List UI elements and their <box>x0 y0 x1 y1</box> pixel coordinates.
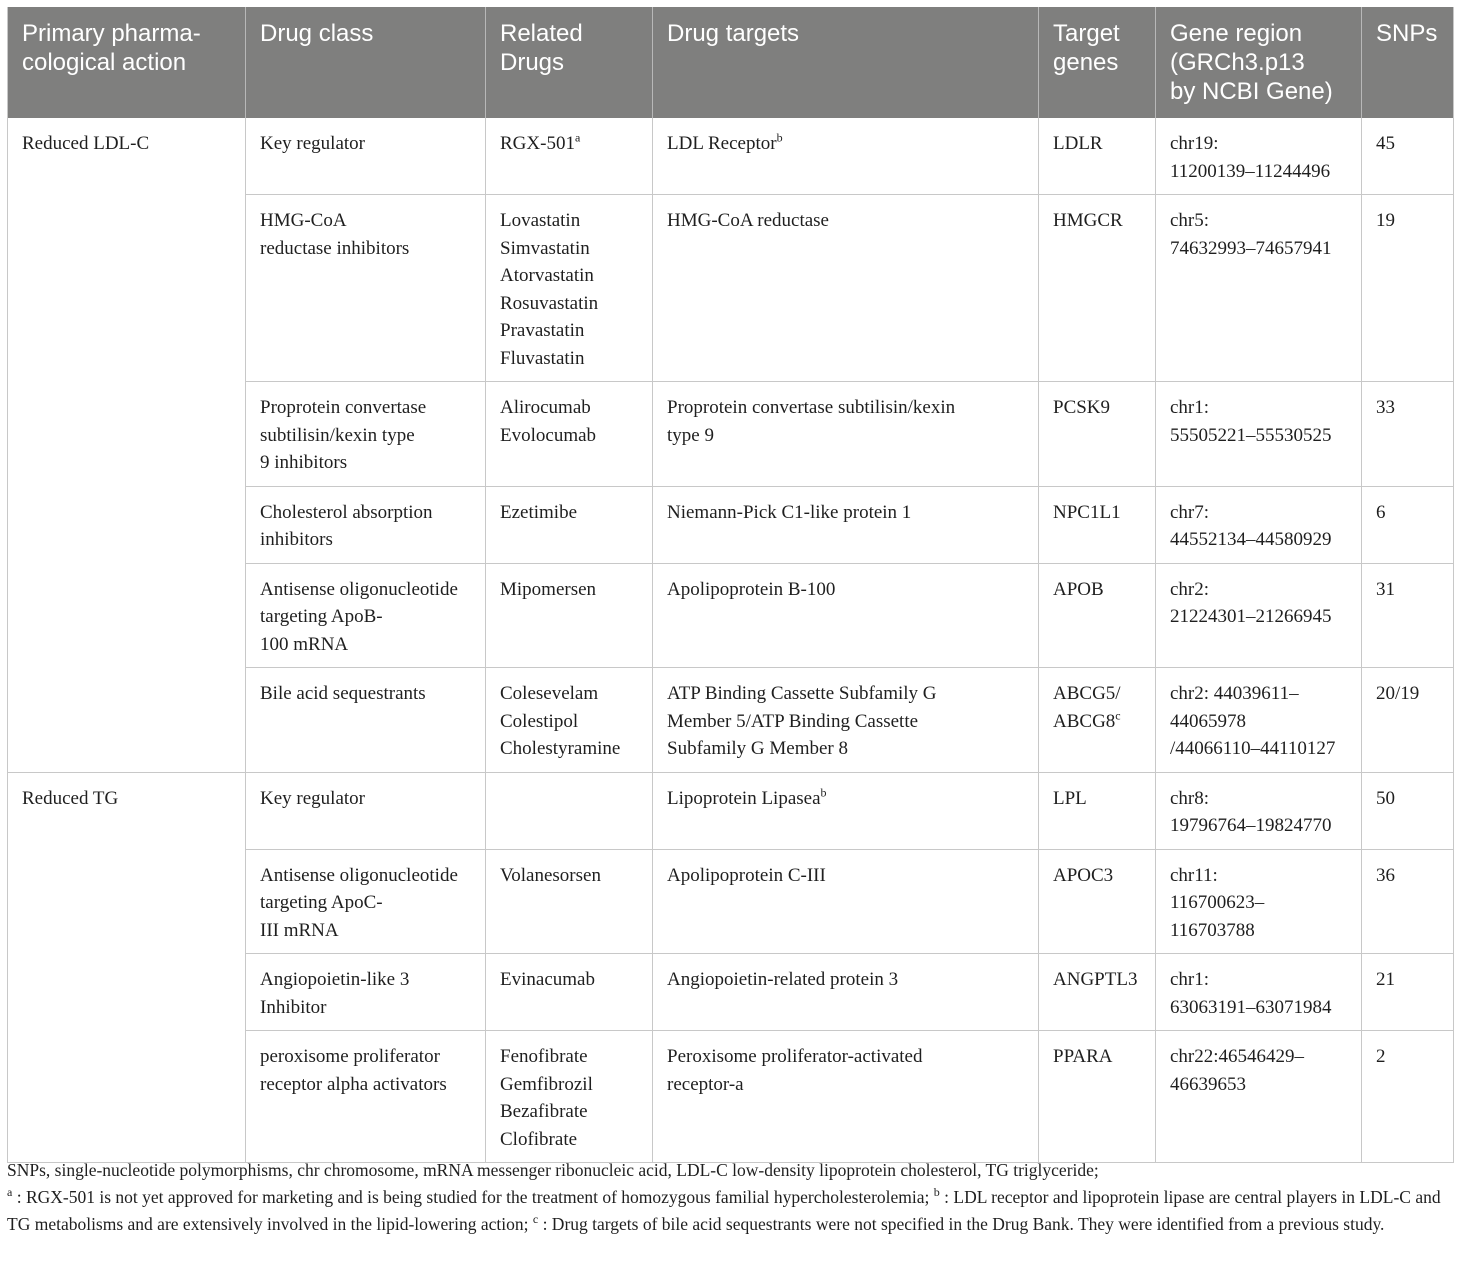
cell-drug-class-line: HMG-CoA <box>260 210 347 231</box>
cell-drug-targets-footnote-mark: b <box>820 785 827 800</box>
table-container <box>7 7 1453 1163</box>
cell-snps: 33 <box>1362 382 1454 487</box>
cell-drug-targets-line: receptor-a <box>667 1073 744 1095</box>
cell-target-genes-line: LDLR <box>1053 133 1103 154</box>
cell-gene-region-line: chr7: <box>1170 501 1210 523</box>
cell-target-genes <box>1039 382 1156 487</box>
cell-drug-class-line: reductase inhibitors <box>260 237 410 259</box>
cell-related-drugs-line: RGX-501 <box>500 133 575 154</box>
cell-target-genes <box>1039 772 1156 849</box>
cell-gene-region-line: 44552134–44580929 <box>1170 529 1332 550</box>
cell-drug-class <box>246 486 486 563</box>
cell-drug-class <box>246 849 486 954</box>
cell-drug-targets <box>653 563 1039 668</box>
cell-related-drugs-line: Clofibrate <box>500 1128 578 1150</box>
cell-drug-targets-line: Apolipoprotein B-100 <box>667 578 836 600</box>
cell-gene-region-line: 55505221–55530525 <box>1170 424 1332 446</box>
cell-drug-targets-line: Apolipoprotein C-III <box>667 864 826 886</box>
cell-related-drugs-line: Colesevelam <box>500 683 599 704</box>
cell-target-genes-line: NPC1L1 <box>1053 501 1121 523</box>
cell-drug-class <box>246 954 486 1031</box>
cell-drug-class <box>246 563 486 668</box>
cell-gene-region-line: /44066110–44110127 <box>1170 738 1336 759</box>
cell-related-drugs-line: Atorvastatin <box>500 265 594 286</box>
cell-target-genes <box>1039 118 1156 195</box>
cell-target-genes-line: HMGCR <box>1053 210 1123 231</box>
cell-drug-targets-line: Member 5/ATP Binding Cassette <box>667 710 919 732</box>
header-drug-targets: Drug targets <box>653 7 1039 118</box>
cell-target-genes-line: APOC3 <box>1053 864 1114 886</box>
cell-drug-targets-footnote-mark: b <box>776 130 783 145</box>
cell-target-genes <box>1039 668 1156 773</box>
cell-drug-targets <box>653 849 1039 954</box>
cell-target-genes-line: ABCG5/ <box>1053 683 1121 704</box>
cell-related-drugs <box>486 382 653 487</box>
cell-gene-region-line: chr8: <box>1170 787 1210 809</box>
cell-drug-class-line: inhibitors <box>260 529 333 550</box>
cell-target-genes-line: ABCG8 <box>1053 710 1116 732</box>
cell-target-genes <box>1039 1031 1156 1163</box>
header-snps: SNPs <box>1362 7 1454 118</box>
cell-drug-targets-line: LDL Receptor <box>667 133 777 154</box>
cell-snps: 45 <box>1362 118 1454 195</box>
cell-gene-region <box>1156 772 1362 849</box>
cell-related-drugs-line: Rosuvastatin <box>500 292 599 314</box>
cell-related-drugs-line: Fenofibrate <box>500 1046 588 1067</box>
cell-related-drugs-line: Cholestyramine <box>500 738 621 759</box>
cell-drug-class-line: targeting ApoB- <box>260 606 383 627</box>
cell-related-drugs <box>486 849 653 954</box>
header-primary-action: Primary pharma- cological action <box>8 7 246 118</box>
cell-snps: 21 <box>1362 954 1454 1031</box>
cell-drug-class <box>246 668 486 773</box>
cell-target-genes <box>1039 563 1156 668</box>
drug-target-table <box>7 7 1454 1163</box>
cell-drug-class-line: Antisense oligonucleotide <box>260 864 458 886</box>
cell-drug-class-line: peroxisome proliferator <box>260 1046 440 1067</box>
cell-related-drugs-line: Lovastatin <box>500 210 581 231</box>
cell-gene-region <box>1156 382 1362 487</box>
cell-drug-class <box>246 195 486 382</box>
cell-related-drugs <box>486 772 653 849</box>
cell-drug-class-line: targeting ApoC- <box>260 892 383 913</box>
cell-related-drugs-line: Evolocumab <box>500 424 597 446</box>
cell-related-drugs <box>486 1031 653 1163</box>
cell-target-genes-line <box>1053 708 1145 736</box>
cell-snps: 6 <box>1362 486 1454 563</box>
cell-related-drugs-line: Simvastatin <box>500 237 590 259</box>
cell-target-genes-line: APOB <box>1053 578 1104 600</box>
cell-drug-class-line: Proprotein convertase <box>260 397 427 418</box>
cell-gene-region <box>1156 1031 1362 1163</box>
cell-related-drugs-footnote-mark: a <box>574 130 581 145</box>
cell-related-drugs-line: Evinacumab <box>500 969 595 990</box>
cell-drug-class <box>246 382 486 487</box>
cell-gene-region-line: 74632993–74657941 <box>1170 237 1332 259</box>
cell-related-drugs-line: Mipomersen <box>500 578 597 600</box>
footnote-abbreviations: SNPs, single-nucleotide polymorphisms, chr chromosome, mRNA messenger ribonucleic acid, LDL-C low-density lipoprotein cholesterol, TG triglyceride; <box>7 1160 1099 1180</box>
cell-target-genes <box>1039 195 1156 382</box>
header-target-genes: Target genes <box>1039 7 1156 118</box>
cell-related-drugs <box>486 954 653 1031</box>
cell-drug-targets-line <box>667 785 1028 813</box>
cell-related-drugs-line: Pravastatin <box>500 320 585 341</box>
cell-primary-action: Reduced TG <box>8 772 246 1163</box>
cell-gene-region-line: 11200139–11244496 <box>1170 160 1331 182</box>
cell-drug-targets-line: Angiopoietin-related protein 3 <box>667 969 899 990</box>
cell-drug-class <box>246 118 486 195</box>
header-related-drugs: Related Drugs <box>486 7 653 118</box>
cell-drug-targets <box>653 954 1039 1031</box>
cell-related-drugs-line: Fluvastatin <box>500 347 585 369</box>
cell-gene-region <box>1156 563 1362 668</box>
cell-gene-region-line: 116700623– <box>1170 892 1265 913</box>
table-row <box>8 772 1454 849</box>
cell-target-genes <box>1039 849 1156 954</box>
cell-related-drugs-line: Alirocumab <box>500 397 591 418</box>
cell-drug-class-line: III mRNA <box>260 919 339 941</box>
table-header <box>8 7 1454 118</box>
cell-drug-targets-line: Lipoprotein Lipasea <box>667 787 821 809</box>
cell-target-genes <box>1039 954 1156 1031</box>
cell-primary-action: Reduced LDL-C <box>8 118 246 772</box>
cell-drug-class <box>246 1031 486 1163</box>
cell-target-genes-footnote-mark: c <box>1115 708 1121 723</box>
cell-drug-targets-line: type 9 <box>667 424 714 446</box>
cell-target-genes-line: PPARA <box>1053 1046 1113 1067</box>
cell-drug-class-line: Cholesterol absorption <box>260 501 433 523</box>
cell-snps: 2 <box>1362 1031 1454 1163</box>
cell-drug-class-line: Key regulator <box>260 133 365 154</box>
cell-related-drugs <box>486 118 653 195</box>
cell-gene-region-line: 21224301–21266945 <box>1170 606 1332 627</box>
cell-drug-targets <box>653 195 1039 382</box>
cell-gene-region <box>1156 849 1362 954</box>
cell-drug-targets <box>653 772 1039 849</box>
cell-gene-region-line: 46639653 <box>1170 1073 1246 1095</box>
cell-related-drugs-line: Volanesorsen <box>500 864 601 886</box>
cell-drug-class-line: Inhibitor <box>260 996 327 1018</box>
cell-target-genes-line: LPL <box>1053 787 1087 809</box>
cell-gene-region <box>1156 668 1362 773</box>
cell-gene-region-line: chr1: <box>1170 397 1210 418</box>
cell-drug-targets <box>653 486 1039 563</box>
cell-gene-region-line: chr5: <box>1170 210 1210 231</box>
cell-gene-region-line: chr2: <box>1170 578 1210 600</box>
cell-snps: 36 <box>1362 849 1454 954</box>
cell-drug-targets-line: Niemann-Pick C1-like protein 1 <box>667 501 912 523</box>
cell-snps: 50 <box>1362 772 1454 849</box>
cell-related-drugs-line: Colestipol <box>500 710 579 732</box>
cell-gene-region <box>1156 954 1362 1031</box>
cell-drug-targets-line: Subfamily G Member 8 <box>667 738 849 759</box>
cell-snps: 19 <box>1362 195 1454 382</box>
cell-related-drugs <box>486 563 653 668</box>
cell-drug-class-line: 100 mRNA <box>260 633 349 655</box>
cell-gene-region-line: 63063191–63071984 <box>1170 996 1332 1018</box>
cell-drug-class-line: Bile acid sequestrants <box>260 683 426 704</box>
cell-drug-targets-line: ATP Binding Cassette Subfamily G <box>667 683 937 704</box>
cell-drug-class-line: subtilisin/kexin type <box>260 424 415 446</box>
cell-drug-targets <box>653 1031 1039 1163</box>
footnote-markers: $^a$ : RGX-501 is not yet approved for marketing and is being studied for the treatment of homozygous familial hypercholesterolemia; $^b$ : LDL receptor and lipoprotein lipase are central players in LDL-C and TG metabolisms and are extensively involved in the lipid-lowering action; $^c$ : Drug targets of bile acid sequestrants were not specified in the Drug Bank. They were identified from a previous study. <box>7 1185 1441 1234</box>
cell-related-drugs-line: Bezafibrate <box>500 1101 588 1122</box>
cell-snps: 31 <box>1362 563 1454 668</box>
cell-target-genes-line: PCSK9 <box>1053 397 1111 418</box>
cell-related-drugs <box>486 195 653 382</box>
cell-drug-class-line: 9 inhibitors <box>260 452 348 473</box>
cell-gene-region-line: chr11: <box>1170 864 1218 886</box>
cell-drug-targets-line: Proprotein convertase subtilisin/kexin <box>667 397 956 418</box>
cell-gene-region-line: 19796764–19824770 <box>1170 815 1332 836</box>
cell-gene-region <box>1156 486 1362 563</box>
cell-snps: 20/19 <box>1362 668 1454 773</box>
cell-gene-region-line: chr22:46546429– <box>1170 1046 1305 1067</box>
cell-related-drugs <box>486 486 653 563</box>
cell-drug-class-line: Angiopoietin-like 3 <box>260 969 410 990</box>
header-drug-class: Drug class <box>246 7 486 118</box>
cell-gene-region-line: 44065978 <box>1170 710 1246 732</box>
cell-related-drugs-line: Gemfibrozil <box>500 1073 593 1095</box>
cell-drug-targets-line <box>667 130 1028 158</box>
table-body <box>8 118 1454 1163</box>
cell-drug-targets <box>653 118 1039 195</box>
cell-drug-targets <box>653 382 1039 487</box>
table-row <box>8 118 1454 195</box>
cell-drug-class-line: Antisense oligonucleotide <box>260 578 458 600</box>
cell-related-drugs <box>486 668 653 773</box>
cell-gene-region-line: chr2: 44039611– <box>1170 683 1299 704</box>
cell-drug-targets <box>653 668 1039 773</box>
cell-drug-class-line: receptor alpha activators <box>260 1073 447 1095</box>
cell-related-drugs-line: Ezetimibe <box>500 501 578 523</box>
cell-drug-class <box>246 772 486 849</box>
header-gene-region: Gene region (GRCh3.p13 by NCBI Gene) <box>1156 7 1362 118</box>
table-footnotes <box>7 1157 1457 1238</box>
cell-related-drugs-line <box>500 130 642 158</box>
cell-drug-targets-line: Peroxisome proliferator-activated <box>667 1046 923 1067</box>
cell-gene-region-line: chr1: <box>1170 969 1210 990</box>
cell-target-genes <box>1039 486 1156 563</box>
cell-gene-region <box>1156 195 1362 382</box>
cell-drug-class-line: Key regulator <box>260 787 365 809</box>
cell-gene-region <box>1156 118 1362 195</box>
cell-target-genes-line: ANGPTL3 <box>1053 969 1138 990</box>
cell-gene-region-line: 116703788 <box>1170 919 1255 941</box>
cell-gene-region-line: chr19: <box>1170 133 1219 154</box>
cell-drug-targets-line: HMG-CoA reductase <box>667 210 829 231</box>
